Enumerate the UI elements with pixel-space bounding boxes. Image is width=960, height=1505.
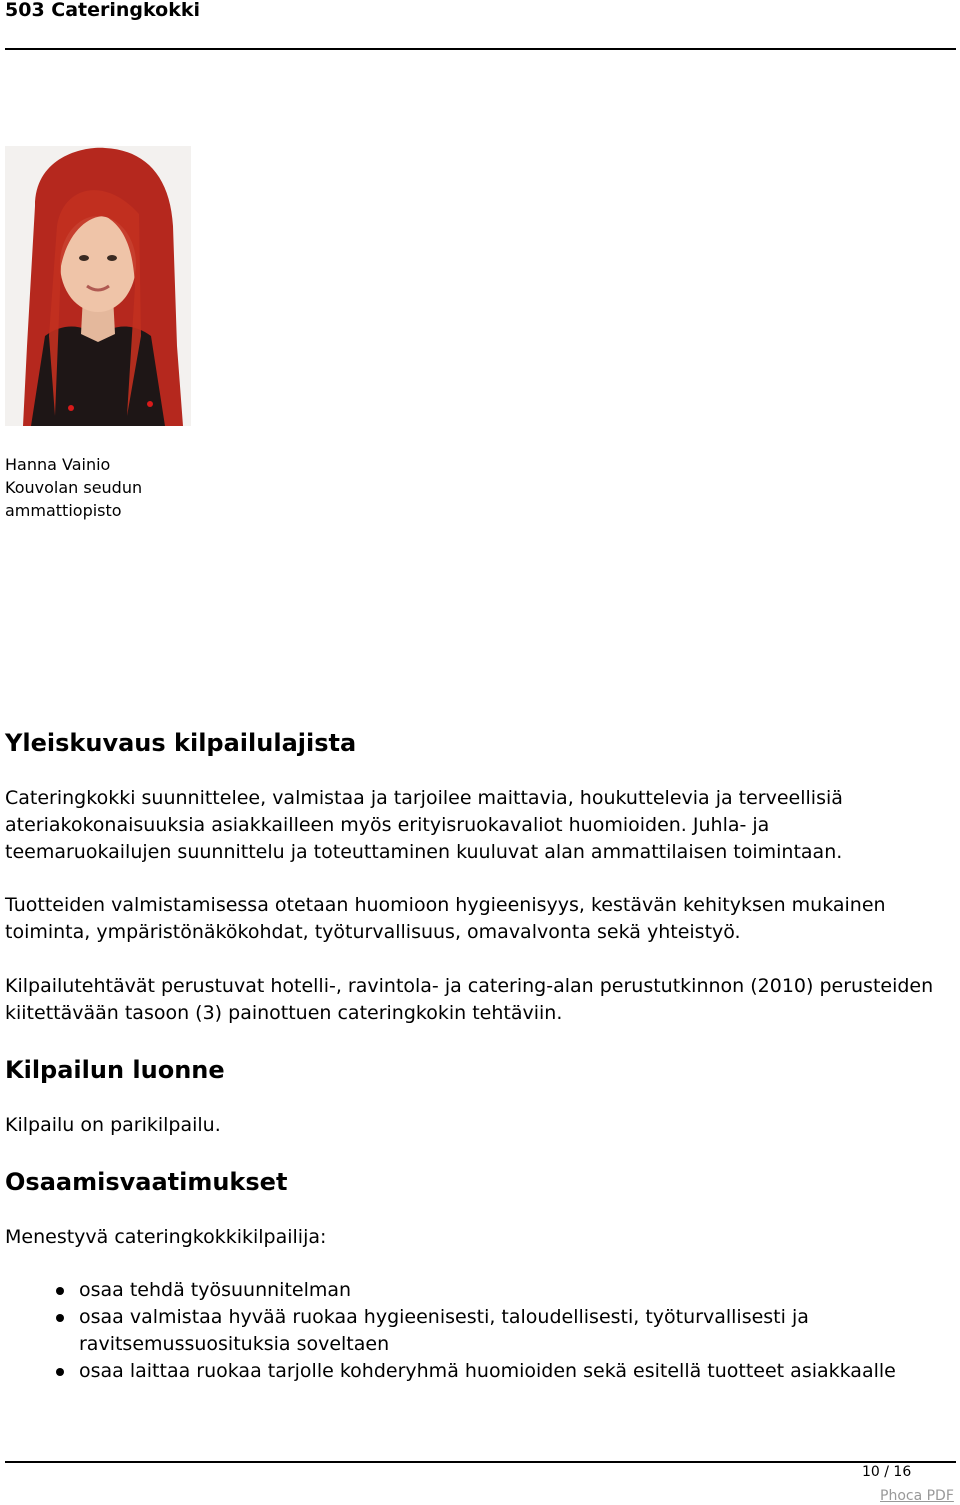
bullet-icon: [56, 1314, 64, 1322]
text-line: ateriakokonaisuuksia asiakkailleen myös erityisruokavaliot huomioiden. Juhla- ja: [5, 814, 770, 836]
page-title: 503 Cateringkokki: [5, 0, 200, 21]
overview-paragraph-1: [5, 785, 955, 866]
text-line: ravitsemussuosituksia soveltaen: [79, 1333, 390, 1355]
list-item: [0, 1304, 896, 1358]
overview-paragraph-3: [5, 973, 955, 1027]
text-line: Menestyvä cateringkokkikilpailija:: [5, 1226, 327, 1248]
portrait-photo: [5, 146, 191, 426]
text-line: Tuotteiden valmistamisessa otetaan huomioon hygieenisyys, kestävän kehityksen mukainen: [5, 894, 886, 916]
text-line: osaa laittaa ruokaa tarjolle kohderyhmä huomioiden sekä esitellä tuotteet asiakkaalle: [79, 1360, 896, 1382]
list-item: [0, 1358, 896, 1385]
footer-divider: [5, 1461, 956, 1463]
text-line: Kilpailu on parikilpailu.: [5, 1114, 221, 1136]
list-item: [0, 1277, 896, 1304]
bullet-icon: [56, 1287, 64, 1295]
person-name: Hanna Vainio: [5, 455, 111, 474]
phoca-pdf-link[interactable]: Phoca PDF: [880, 1488, 954, 1504]
institution-line: Kouvolan seudun: [5, 478, 143, 497]
section-heading-nature: Kilpailun luonne: [5, 1056, 225, 1084]
section-heading-requirements: Osaamisvaatimukset: [5, 1168, 288, 1196]
photo-caption: [5, 453, 142, 522]
text-line: toiminta, ympäristönäkökohdat, työturvallisuus, omavalvonta sekä yhteistyö.: [5, 921, 741, 943]
overview-paragraph-2: [5, 892, 955, 946]
text-line: teemaruokailujen suunnittelu ja toteuttaminen kuuluvat alan ammattilaisen toimintaan.: [5, 841, 843, 863]
header-divider: [5, 48, 956, 50]
text-line: osaa valmistaa hyvää ruokaa hygieenisesti, taloudellisesti, työturvallisesti ja: [79, 1306, 809, 1328]
section-heading-overview: Yleiskuvaus kilpailulajista: [5, 729, 357, 757]
requirements-list: [0, 1277, 896, 1385]
page-number: 10 / 16: [862, 1464, 912, 1480]
requirements-intro: [5, 1224, 955, 1251]
text-line: kiitettävään tasoon (3) painottuen cateringkokin tehtäviin.: [5, 1002, 563, 1024]
bullet-icon: [56, 1368, 64, 1376]
text-line: Cateringkokki suunnittelee, valmistaa ja tarjoilee maittavia, houkuttelevia ja terveellisiä: [5, 787, 843, 809]
nature-paragraph: [5, 1112, 955, 1139]
institution-line: ammattiopisto: [5, 501, 122, 520]
text-line: Kilpailutehtävät perustuvat hotelli-, ravintola- ja catering-alan perustutkinnon (2010) perusteiden: [5, 975, 934, 997]
text-line: osaa tehdä työsuunnitelman: [79, 1279, 352, 1301]
